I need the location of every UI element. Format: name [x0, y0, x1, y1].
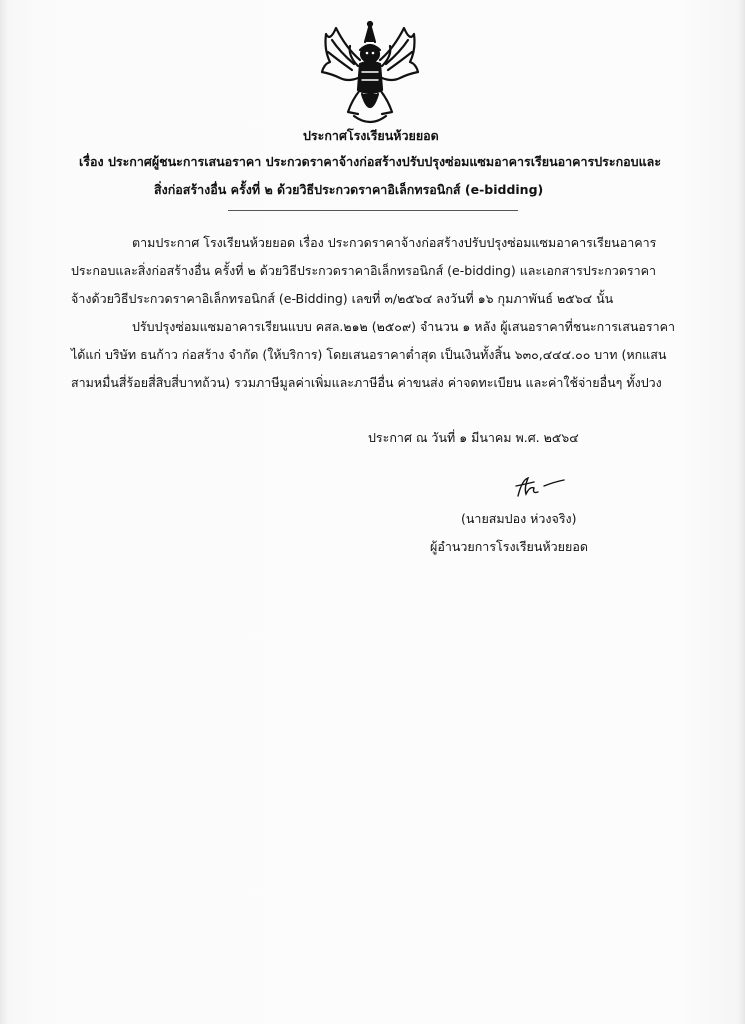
header-divider [228, 210, 518, 211]
announce-date: ประกาศ ณ วันที่ ๑ มีนาคม พ.ศ. ๒๕๖๔ [368, 430, 579, 445]
body-paragraph-1-line-2: ประกอบและสิ่งก่อสร้างอื่น ครั้งที่ ๒ ด้วยวิธีประกวดราคาอิเล็กทรอนิกส์ (e-bidding) และเอกสารประกวดราคา [71, 263, 657, 278]
signer-title: ผู้อำนวยการโรงเรียนห้วยยอด [430, 539, 588, 554]
signer-name: (นายสมปอง ห่วงจริง) [461, 511, 577, 526]
body-paragraph-2-line-1: ปรับปรุงซ่อมแซมอาคารเรียนแบบ คสล.๒๑๒ (๒๕๐๙) จำนวน ๑ หลัง ผู้เสนอราคาที่ชนะการเสนอราคา [132, 319, 675, 334]
signature-mark [512, 474, 572, 500]
subject-line-1: เรื่อง ประกาศผู้ชนะการเสนอราคา ประกวดราคาจ้างก่อสร้างปรับปรุงซ่อมแซมอาคารเรียนอาคารประกอบและ [79, 154, 662, 169]
garuda-emblem-icon [318, 20, 422, 130]
body-paragraph-1-line-1: ตามประกาศ โรงเรียนห้วยยอด เรื่อง ประกวดราคาจ้างก่อสร้างปรับปรุงซ่อมแซมอาคารเรียนอาคาร [132, 235, 657, 250]
issuer-title: ประกาศโรงเรียนห้วยยอด [303, 128, 439, 143]
body-paragraph-2-line-3: สามหมื่นสี่ร้อยสี่สิบสี่บาทถ้วน) รวมภาษีมูลค่าเพิ่มและภาษีอื่น ค่าขนส่ง ค่าจดทะเบียน และค่าใช้จ่ายอื่นๆ ทั้งปวง [71, 375, 662, 390]
subject-line-2: สิ่งก่อสร้างอื่น ครั้งที่ ๒ ด้วยวิธีประกวดราคาอิเล็กทรอนิกส์ (e-bidding) [154, 182, 544, 197]
body-paragraph-1-line-3: จ้างด้วยวิธีประกวดราคาอิเล็กทรอนิกส์ (e-Bidding) เลขที่ ๓/๒๕๖๔ ลงวันที่ ๑๖ กุมภาพันธ์ ๒๕๖๔ นั้น [71, 291, 614, 306]
body-paragraph-2-line-2: ได้แก่ บริษัท ธนก้าว ก่อสร้าง จำกัด (ให้บริการ) โดยเสนอราคาต่ำสุด เป็นเงินทั้งสิ้น ๖๓๐,๔๔๔.๐๐ บาท (หกแสน [71, 347, 667, 362]
